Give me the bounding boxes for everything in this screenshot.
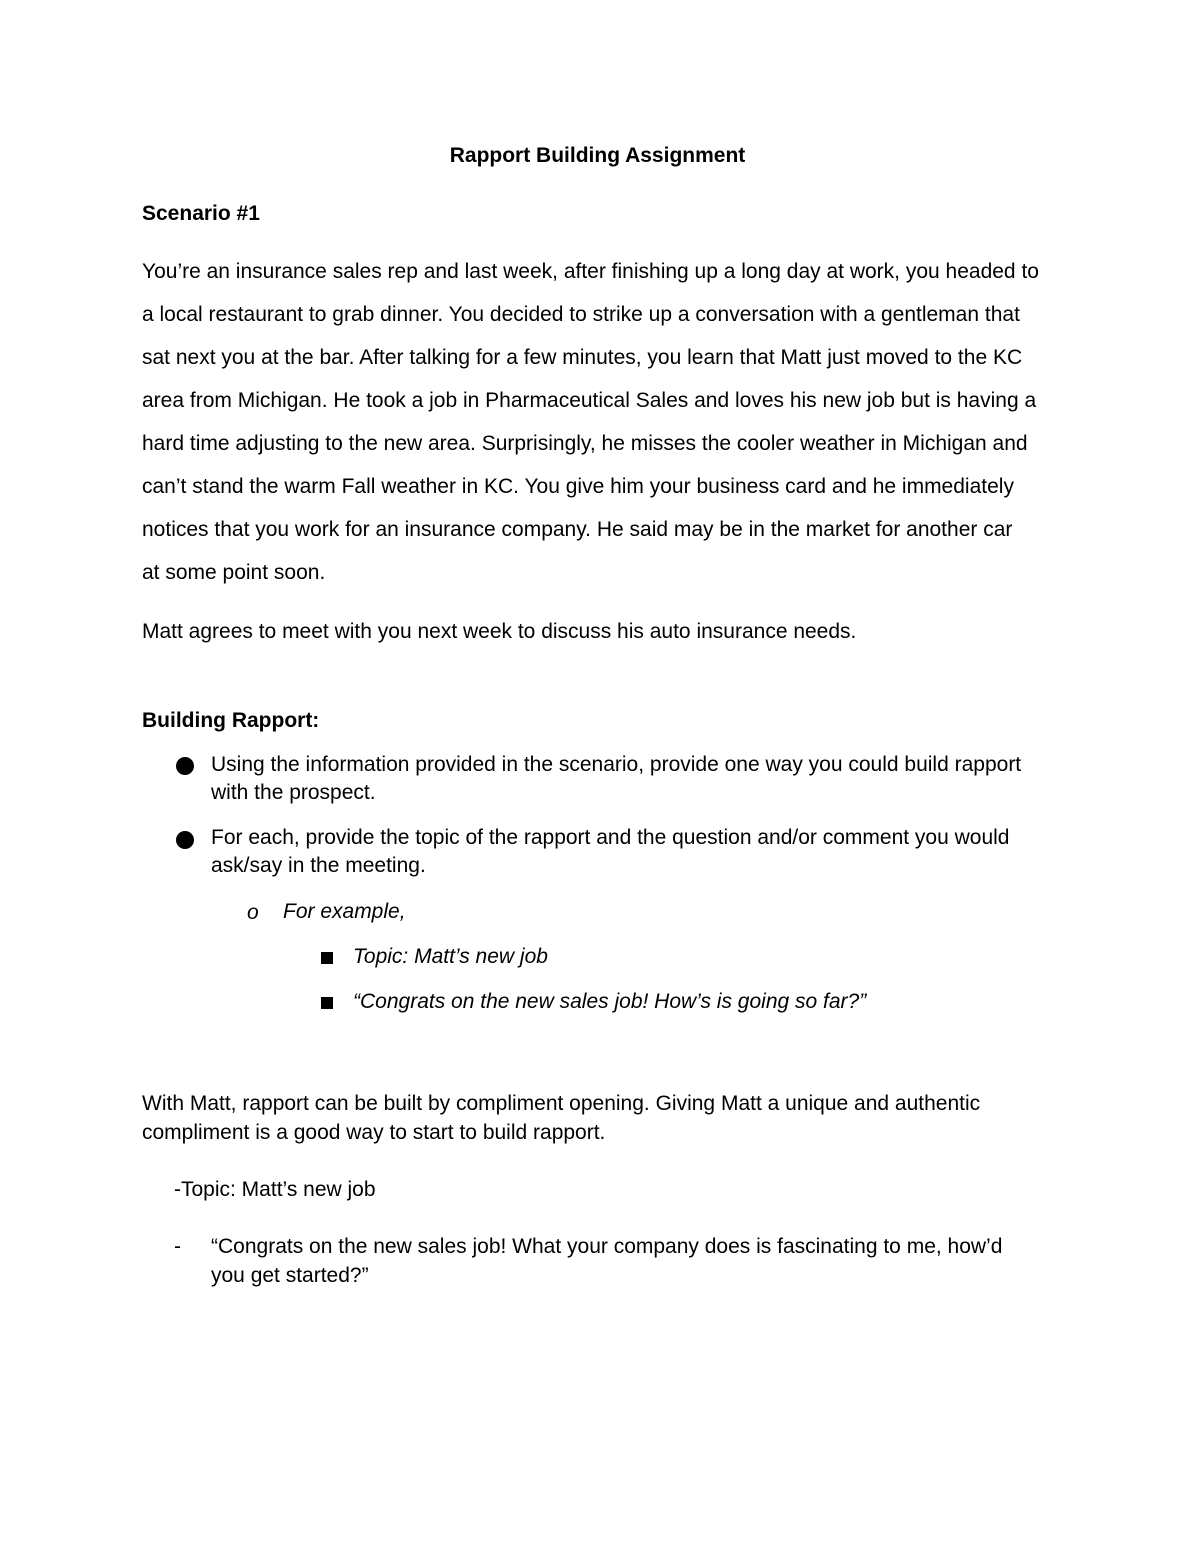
scenario-line: notices that you work for an insurance company. He said may be in the market for another car (142, 518, 1013, 541)
subsub-bullet-text: “Congrats on the new sales job! How’s is going so far?” (353, 990, 867, 1013)
sub-bullet-marker: o (247, 901, 259, 924)
bullet-marker (176, 831, 194, 849)
scenario-line: area from Michigan. He took a job in Pharmaceutical Sales and loves his new job but is having a (142, 389, 1037, 412)
bullet-item (211, 824, 1071, 880)
answer-line: With Matt, rapport can be built by compliment opening. Giving Matt a unique and authentic (142, 1092, 981, 1115)
answer-line: compliment is a good way to start to build rapport. (142, 1121, 606, 1144)
answer-topic-line: -Topic: Matt’s new job (174, 1178, 376, 1201)
answer-quote-line: you get started?” (211, 1264, 369, 1287)
bullet-item (211, 751, 1071, 807)
bullet-line: with the prospect. (211, 781, 376, 804)
subsub-bullet-text: Topic: Matt’s new job (353, 945, 548, 968)
bullet-marker (176, 757, 194, 775)
square-bullet-marker (321, 997, 333, 1009)
sub-bullet-text: For example, (283, 900, 406, 923)
bullet-line: ask/say in the meeting. (211, 854, 426, 877)
square-bullet-marker (321, 952, 333, 964)
bullet-line: For each, provide the topic of the rapport and the question and/or comment you would (211, 826, 1010, 849)
scenario-line: can’t stand the warm Fall weather in KC. You give him your business card and he immediately (142, 475, 1014, 498)
dash-marker: - (174, 1235, 181, 1258)
building-rapport-heading: Building Rapport: (142, 709, 320, 732)
scenario-line: You’re an insurance sales rep and last week, after finishing up a long day at work, you headed to (142, 260, 1039, 283)
scenario-heading: Scenario #1 (142, 202, 260, 225)
scenario-line: sat next you at the bar. After talking for a few minutes, you learn that Matt just moved to the KC (142, 346, 1023, 369)
scenario-line: hard time adjusting to the new area. Surprisingly, he misses the cooler weather in Michigan and (142, 432, 1028, 455)
meeting-line: Matt agrees to meet with you next week to discuss his auto insurance needs. (142, 620, 857, 643)
scenario-line: a local restaurant to grab dinner. You decided to strike up a conversation with a gentleman that (142, 303, 1020, 326)
document-title: Rapport Building Assignment (449, 144, 746, 167)
scenario-line: at some point soon. (142, 561, 326, 584)
bullet-line: Using the information provided in the scenario, provide one way you could build rapport (211, 753, 1022, 776)
answer-quote-line: “Congrats on the new sales job! What your company does is fascinating to me, how’d (211, 1235, 1003, 1258)
